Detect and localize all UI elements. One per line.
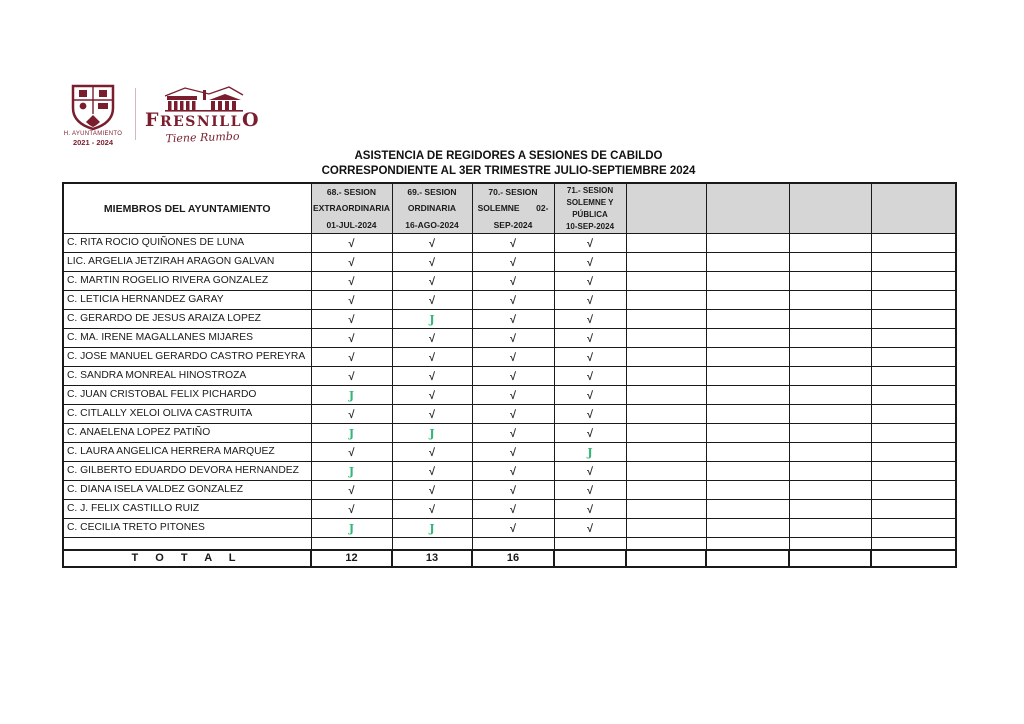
present-checkmark: √: [586, 390, 594, 402]
attendance-mark-cell: [789, 519, 871, 538]
member-row: [63, 462, 956, 481]
attendance-mark-cell: [392, 348, 472, 367]
spacer-row: [63, 538, 956, 550]
attendance-mark-cell: [706, 234, 789, 253]
attendance-mark-cell: [472, 310, 554, 329]
attendance-mark-cell: [626, 348, 706, 367]
member-row: [63, 348, 956, 367]
justified-mark: J: [429, 313, 435, 326]
justified-mark: J: [429, 522, 435, 535]
empty-column-header-4: [871, 183, 956, 234]
attendance-mark-cell: [789, 253, 871, 272]
present-checkmark: √: [428, 295, 436, 307]
attendance-mark-cell: [871, 386, 956, 405]
attendance-mark-cell: [392, 291, 472, 310]
session-header-line: 68.- SESION: [326, 187, 377, 198]
session-header-line: SOLEMNE Y: [566, 197, 614, 207]
present-checkmark: √: [586, 238, 594, 250]
member-row: [63, 310, 956, 329]
total-value-cell: 12: [311, 550, 392, 567]
present-checkmark: √: [348, 238, 355, 250]
document-title: [62, 149, 955, 179]
present-checkmark: √: [428, 257, 436, 269]
attendance-mark-cell: [706, 424, 789, 443]
empty-column-header-2: [706, 183, 789, 234]
logo-divider: [135, 88, 136, 140]
present-checkmark: √: [586, 295, 594, 307]
member-row: [63, 500, 956, 519]
present-checkmark: √: [586, 504, 594, 516]
present-checkmark: √: [509, 333, 517, 345]
attendance-mark-cell: [392, 253, 472, 272]
attendance-mark-cell: [626, 329, 706, 348]
attendance-mark-cell: [871, 291, 956, 310]
attendance-mark-cell: [554, 424, 626, 443]
attendance-mark-cell: [706, 329, 789, 348]
spacer-cell: [311, 538, 392, 550]
attendance-mark-cell: [554, 481, 626, 500]
total-value-cell: [789, 550, 871, 567]
attendance-mark-cell: [311, 462, 392, 481]
attendance-mark-cell: [789, 462, 871, 481]
present-checkmark: √: [509, 295, 517, 307]
attendance-mark-cell: [871, 367, 956, 386]
session-header-line: ORDINARIA: [407, 203, 457, 214]
present-checkmark: √: [509, 485, 517, 497]
present-checkmark: √: [509, 409, 517, 421]
attendance-mark-cell: [311, 519, 392, 538]
title-line-1: ASISTENCIA DE REGIDORES A SESIONES DE CABILDO: [354, 150, 663, 162]
present-checkmark: √: [428, 276, 436, 288]
attendance-mark-cell: [554, 291, 626, 310]
attendance-mark-cell: [626, 519, 706, 538]
session-column-header-1: [311, 183, 392, 234]
attendance-mark-cell: [311, 500, 392, 519]
justified-mark: J: [348, 427, 355, 440]
member-name-cell: C. GILBERTO EDUARDO DEVORA HERNANDEZ: [63, 462, 311, 481]
present-checkmark: √: [428, 390, 436, 402]
spacer-cell: [392, 538, 472, 550]
present-checkmark: √: [428, 504, 436, 516]
member-name-cell: C. ANAELENA LOPEZ PATIÑO: [63, 424, 311, 443]
session-header-line: SOLEMNE 02-: [477, 203, 549, 214]
attendance-mark-cell: [706, 443, 789, 462]
attendance-mark-cell: [311, 348, 392, 367]
session-header-line: 10-SEP-2024: [565, 222, 615, 232]
total-value-cell: [706, 550, 789, 567]
attendance-mark-cell: [789, 367, 871, 386]
attendance-mark-cell: [789, 481, 871, 500]
attendance-mark-cell: [472, 481, 554, 500]
attendance-mark-cell: [871, 348, 956, 367]
present-checkmark: √: [586, 371, 594, 383]
attendance-mark-cell: [554, 519, 626, 538]
fresnillo-wordmark: [145, 109, 261, 131]
attendance-mark-cell: [871, 272, 956, 291]
attendance-mark-cell: [706, 291, 789, 310]
attendance-mark-cell: [789, 291, 871, 310]
member-row: [63, 329, 956, 348]
present-checkmark: √: [586, 485, 594, 497]
member-name-cell: C. CITLALLY XELOI OLIVA CASTRUITA: [63, 405, 311, 424]
member-name-cell: C. JUAN CRISTOBAL FELIX PICHARDO: [63, 386, 311, 405]
member-row: [63, 234, 956, 253]
member-name-cell: C. MA. IRENE MAGALLANES MIJARES: [63, 329, 311, 348]
session-header-line: EXTRAORDINARIA: [313, 203, 390, 214]
member-name-cell: C. JOSE MANUEL GERARDO CASTRO PEREYRA: [63, 348, 311, 367]
attendance-mark-cell: [472, 329, 554, 348]
attendance-mark-cell: [392, 462, 472, 481]
present-checkmark: √: [586, 466, 594, 478]
attendance-mark-cell: [472, 519, 554, 538]
present-checkmark: √: [509, 390, 517, 402]
member-name-cell: C. RITA ROCIO QUIÑONES DE LUNA: [63, 234, 311, 253]
attendance-mark-cell: [392, 329, 472, 348]
member-row: [63, 443, 956, 462]
attendance-mark-cell: [311, 481, 392, 500]
spacer-cell: [789, 538, 871, 550]
attendance-mark-cell: [392, 424, 472, 443]
present-checkmark: √: [348, 447, 355, 459]
present-checkmark: √: [509, 371, 517, 383]
attendance-mark-cell: [871, 519, 956, 538]
attendance-mark-cell: [472, 348, 554, 367]
total-value-cell: 16: [472, 550, 554, 567]
spacer-cell: [472, 538, 554, 550]
attendance-mark-cell: [706, 500, 789, 519]
municipal-crest: [60, 84, 126, 147]
attendance-mark-cell: [311, 443, 392, 462]
attendance-mark-cell: [871, 500, 956, 519]
attendance-mark-cell: [626, 443, 706, 462]
attendance-mark-cell: [871, 234, 956, 253]
present-checkmark: √: [348, 314, 355, 326]
session-header-line: 69.- SESION: [407, 187, 457, 198]
attendance-mark-cell: [871, 310, 956, 329]
attendance-mark-cell: [392, 234, 472, 253]
attendance-mark-cell: [871, 329, 956, 348]
attendance-mark-cell: [311, 386, 392, 405]
attendance-mark-cell: [472, 424, 554, 443]
attendance-mark-cell: [554, 310, 626, 329]
total-value-cell: [626, 550, 706, 567]
present-checkmark: √: [509, 523, 517, 535]
attendance-mark-cell: [626, 253, 706, 272]
attendance-mark-cell: [392, 481, 472, 500]
building-icon: [159, 86, 247, 112]
present-checkmark: √: [586, 257, 594, 269]
member-name-cell: C. LETICIA HERNANDEZ GARAY: [63, 291, 311, 310]
attendance-mark-cell: [706, 310, 789, 329]
present-checkmark: √: [348, 276, 355, 288]
present-checkmark: √: [428, 352, 436, 364]
present-checkmark: √: [509, 238, 517, 250]
attendance-mark-cell: [392, 367, 472, 386]
spacer-cell: [871, 538, 956, 550]
attendance-mark-cell: [706, 272, 789, 291]
present-checkmark: √: [509, 276, 517, 288]
present-checkmark: √: [509, 314, 517, 326]
present-checkmark: √: [586, 409, 594, 421]
attendance-mark-cell: [392, 443, 472, 462]
total-row: [63, 550, 956, 567]
attendance-mark-cell: [871, 481, 956, 500]
justified-mark: J: [348, 522, 355, 535]
present-checkmark: √: [428, 466, 436, 478]
present-checkmark: √: [509, 466, 517, 478]
empty-column-header-1: [626, 183, 706, 234]
present-checkmark: √: [428, 409, 436, 421]
present-checkmark: √: [428, 238, 436, 250]
attendance-mark-cell: [311, 253, 392, 272]
attendance-mark-cell: [311, 424, 392, 443]
attendance-mark-cell: [706, 348, 789, 367]
present-checkmark: √: [348, 295, 355, 307]
session-column-header-4: [554, 183, 626, 234]
attendance-mark-cell: [789, 310, 871, 329]
attendance-mark-cell: [472, 462, 554, 481]
attendance-mark-cell: [472, 405, 554, 424]
wordmark-first-letter: F: [145, 109, 160, 131]
present-checkmark: √: [348, 352, 355, 364]
attendance-mark-cell: [871, 253, 956, 272]
present-checkmark: √: [348, 333, 355, 345]
present-checkmark: √: [509, 447, 517, 459]
attendance-mark-cell: [472, 500, 554, 519]
member-name-cell: C. J. FELIX CASTILLO RUIZ: [63, 500, 311, 519]
attendance-table: [62, 182, 957, 568]
attendance-mark-cell: [706, 519, 789, 538]
member-row: [63, 481, 956, 500]
attendance-mark-cell: [392, 519, 472, 538]
present-checkmark: √: [509, 504, 517, 516]
attendance-mark-cell: [311, 329, 392, 348]
attendance-mark-cell: [554, 272, 626, 291]
member-row: [63, 519, 956, 538]
session-header-line: 01-JUL-2024: [326, 219, 377, 230]
member-name-cell: C. DIANA ISELA VALDEZ GONZALEZ: [63, 481, 311, 500]
member-row: [63, 253, 956, 272]
member-row: [63, 386, 956, 405]
attendance-mark-cell: [871, 443, 956, 462]
attendance-mark-cell: [789, 405, 871, 424]
attendance-mark-cell: [626, 367, 706, 386]
present-checkmark: √: [586, 352, 594, 364]
attendance-mark-cell: [626, 462, 706, 481]
attendance-mark-cell: [626, 500, 706, 519]
attendance-mark-cell: [626, 291, 706, 310]
total-value-cell: [871, 550, 956, 567]
present-checkmark: √: [586, 276, 594, 288]
member-row: [63, 424, 956, 443]
attendance-mark-cell: [626, 310, 706, 329]
attendance-mark-cell: [392, 500, 472, 519]
justified-mark: J: [429, 427, 435, 440]
session-header-line: 16-AGO-2024: [405, 219, 459, 230]
present-checkmark: √: [348, 485, 355, 497]
attendance-mark-cell: [311, 291, 392, 310]
present-checkmark: √: [509, 428, 517, 440]
attendance-mark-cell: [871, 405, 956, 424]
member-row: [63, 367, 956, 386]
attendance-mark-cell: [472, 443, 554, 462]
attendance-mark-cell: [311, 405, 392, 424]
wordmark-middle: RESNILL: [160, 114, 242, 130]
member-row: [63, 291, 956, 310]
wordmark-last-letter: O: [241, 109, 261, 131]
present-checkmark: √: [428, 485, 436, 497]
attendance-mark-cell: [789, 329, 871, 348]
attendance-mark-cell: [554, 443, 626, 462]
member-name-cell: C. LAURA ANGELICA HERRERA MARQUEZ: [63, 443, 311, 462]
attendance-mark-cell: [789, 443, 871, 462]
present-checkmark: √: [428, 371, 436, 383]
title-line-2: CORRESPONDIENTE AL 3ER TRIMESTRE JULIO-SEPTIEMBRE 2024: [321, 165, 696, 177]
member-row: [63, 405, 956, 424]
attendance-mark-cell: [706, 367, 789, 386]
attendance-mark-cell: [311, 234, 392, 253]
attendance-mark-cell: [554, 367, 626, 386]
crest-caption: H. AYUNTAMIENTO: [63, 131, 123, 137]
attendance-mark-cell: [626, 386, 706, 405]
empty-column-header-3: [789, 183, 871, 234]
present-checkmark: √: [586, 314, 594, 326]
crest-years: 2021 - 2024: [72, 138, 114, 147]
attendance-mark-cell: [626, 272, 706, 291]
attendance-mark-cell: [554, 348, 626, 367]
justified-mark: J: [348, 389, 355, 402]
justified-mark: J: [348, 465, 355, 478]
present-checkmark: √: [348, 257, 355, 269]
session-header-line: 70.- SESION: [488, 187, 538, 198]
attendance-mark-cell: [871, 424, 956, 443]
attendance-mark-cell: [472, 291, 554, 310]
present-checkmark: √: [428, 333, 436, 345]
attendance-mark-cell: [706, 253, 789, 272]
attendance-mark-cell: [311, 367, 392, 386]
attendance-mark-cell: [311, 310, 392, 329]
attendance-mark-cell: [789, 386, 871, 405]
attendance-mark-cell: [789, 424, 871, 443]
present-checkmark: √: [348, 409, 355, 421]
member-name-cell: LIC. ARGELIA JETZIRAH ARAGON GALVAN: [63, 253, 311, 272]
total-value-cell: 13: [392, 550, 472, 567]
attendance-mark-cell: [472, 367, 554, 386]
session-column-header-2: [392, 183, 472, 234]
session-column-header-3: [472, 183, 554, 234]
crest-shield-icon: [69, 84, 117, 130]
member-name-cell: C. GERARDO DE JESUS ARAIZA LOPEZ: [63, 310, 311, 329]
present-checkmark: √: [586, 428, 594, 440]
attendance-mark-cell: [554, 462, 626, 481]
member-name-cell: C. MARTIN ROGELIO RIVERA GONZALEZ: [63, 272, 311, 291]
attendance-mark-cell: [706, 386, 789, 405]
present-checkmark: √: [348, 371, 355, 383]
member-name-cell: C. SANDRA MONREAL HINOSTROZA: [63, 367, 311, 386]
members-column-header: MIEMBROS DEL AYUNTAMIENTO: [63, 183, 311, 234]
attendance-mark-cell: [789, 500, 871, 519]
member-name-cell: C. CECILIA TRETO PITONES: [63, 519, 311, 538]
attendance-mark-cell: [789, 234, 871, 253]
attendance-mark-cell: [392, 405, 472, 424]
spacer-cell: [554, 538, 626, 550]
attendance-mark-cell: [472, 234, 554, 253]
session-header-line: 71.- SESION: [566, 185, 614, 195]
table-header-row: [63, 183, 956, 234]
present-checkmark: √: [509, 257, 517, 269]
attendance-mark-cell: [554, 329, 626, 348]
spacer-cell: [626, 538, 706, 550]
attendance-mark-cell: [472, 253, 554, 272]
spacer-cell: [706, 538, 789, 550]
attendance-mark-cell: [472, 272, 554, 291]
present-checkmark: √: [428, 447, 436, 459]
present-checkmark: √: [586, 523, 594, 535]
present-checkmark: √: [348, 504, 355, 516]
attendance-mark-cell: [706, 481, 789, 500]
total-value-cell: [554, 550, 626, 567]
attendance-mark-cell: [554, 253, 626, 272]
attendance-mark-cell: [554, 405, 626, 424]
attendance-mark-cell: [789, 272, 871, 291]
attendance-mark-cell: [626, 234, 706, 253]
member-row: [63, 272, 956, 291]
spacer-cell: [63, 538, 311, 550]
fresnillo-logo: [60, 84, 260, 147]
attendance-mark-cell: [554, 386, 626, 405]
attendance-mark-cell: [871, 462, 956, 481]
attendance-mark-cell: [392, 272, 472, 291]
session-header-line: PÚBLICA: [572, 210, 608, 220]
attendance-mark-cell: [392, 310, 472, 329]
attendance-mark-cell: [392, 386, 472, 405]
attendance-mark-cell: [626, 424, 706, 443]
attendance-mark-cell: [311, 272, 392, 291]
attendance-mark-cell: [472, 386, 554, 405]
fresnillo-tagline: Tiene Rumbo: [165, 129, 240, 146]
present-checkmark: √: [509, 352, 517, 364]
attendance-mark-cell: [554, 500, 626, 519]
total-label: T O T A L: [63, 550, 311, 567]
session-header-line: SEP-2024: [493, 219, 533, 230]
attendance-mark-cell: [706, 462, 789, 481]
attendance-mark-cell: [789, 348, 871, 367]
attendance-mark-cell: [626, 481, 706, 500]
present-checkmark: √: [586, 333, 594, 345]
attendance-mark-cell: [554, 234, 626, 253]
justified-mark: J: [587, 446, 593, 459]
fresnillo-wordmark-block: [145, 84, 260, 144]
attendance-mark-cell: [706, 405, 789, 424]
attendance-mark-cell: [626, 405, 706, 424]
